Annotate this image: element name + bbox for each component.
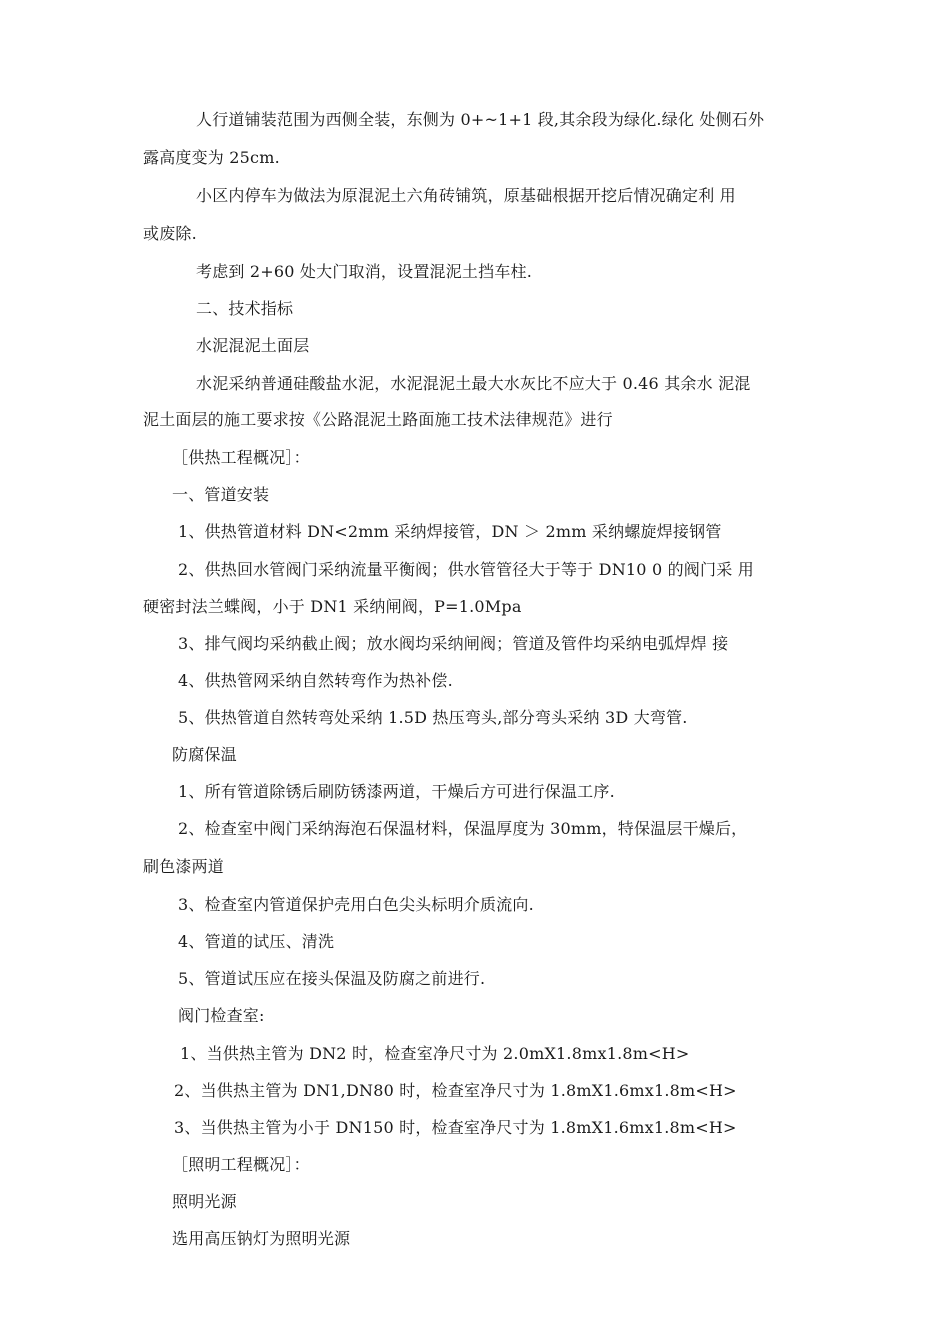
list-item: 3、当供热主管为小于 DN150 时，检查室净尺寸为 1.8mX1.6mx1.8m<H> bbox=[174, 1118, 737, 1137]
paragraph-line: 硬密封法兰蝶阀，小于 DN1 采纳闸阀，P=1.0Mpa bbox=[143, 597, 522, 616]
paragraph-line: 刷色漆两道 bbox=[143, 857, 225, 876]
list-item: 2、当供热主管为 DN1,DN80 时，检查室净尺寸为 1.8mX1.6mx1.8m<H> bbox=[174, 1081, 737, 1100]
list-item: 1、所有管道除锈后刷防锈漆两道，干燥后方可进行保温工序. bbox=[178, 782, 615, 801]
paragraph-line: 或废除. bbox=[143, 224, 197, 243]
subsection-heading: 防腐保温 bbox=[172, 745, 237, 764]
section-heading: ［照明工程概况］： bbox=[172, 1155, 310, 1174]
paragraph-line: 考虑到 2+60 处大门取消，设置混泥土挡车柱. bbox=[196, 262, 533, 281]
paragraph-line: 泥土面层的施工要求按《公路混泥土路面施工技术法律规范》进行 bbox=[143, 410, 613, 429]
list-item: 3、排气阀均采纳截止阀；放水阀均采纳闸阀；管道及管件均采纳电弧焊焊 接 bbox=[178, 634, 729, 653]
subsection-heading: 水泥混泥土面层 bbox=[196, 336, 310, 355]
list-item: 1、供热管道材料 DN<2mm 采纳焊接管，DN ＞ 2mm 采纳螺旋焊接钢管 bbox=[178, 522, 722, 541]
list-item: 1、当供热主管为 DN2 时，检查室净尺寸为 2.0mX1.8mx1.8m<H> bbox=[180, 1044, 690, 1063]
subsection-heading: 阀门检查室: bbox=[178, 1006, 265, 1025]
paragraph-line: 露高度变为 25cm. bbox=[143, 148, 280, 167]
list-item: 2、供热回水管阀门采纳流量平衡阀；供水管管径大于等于 DN10 0 的阀门采 用 bbox=[178, 560, 754, 579]
list-item: 4、管道的试压、清洗 bbox=[178, 932, 335, 951]
paragraph-line: 水泥采纳普通硅酸盐水泥，水泥混泥土最大水灰比不应大于 0.46 其余水 泥混 bbox=[196, 374, 751, 393]
list-item: 5、供热管道自然转弯处采纳 1.5D 热压弯头,部分弯头采纳 3D 大弯管. bbox=[178, 708, 688, 727]
list-item: 3、检查室内管道保护壳用白色尖头标明介质流向. bbox=[178, 895, 534, 914]
list-item: 5、管道试压应在接头保温及防腐之前进行. bbox=[178, 969, 486, 988]
paragraph-line: 人行道铺装范围为西侧全装，东侧为 0+~1+1 段,其余段为绿化.绿化 处侧石外 bbox=[196, 110, 765, 129]
subsection-heading: 一、管道安装 bbox=[172, 485, 270, 504]
paragraph-line: 小区内停车为做法为原混泥土六角砖铺筑，原基础根据开挖后情况确定利 用 bbox=[196, 186, 736, 205]
section-heading: 二、技术指标 bbox=[196, 299, 294, 318]
paragraph-line: 选用高压钠灯为照明光源 bbox=[172, 1229, 351, 1248]
list-item: 2、检查室中阀门采纳海泡石保温材料，保温厚度为 30mm，特保温层干燥后， bbox=[178, 819, 748, 838]
section-heading: ［供热工程概况］： bbox=[172, 448, 310, 467]
list-item: 4、供热管网采纳自然转弯作为热补偿. bbox=[178, 671, 453, 690]
subsection-heading: 照明光源 bbox=[172, 1192, 237, 1211]
